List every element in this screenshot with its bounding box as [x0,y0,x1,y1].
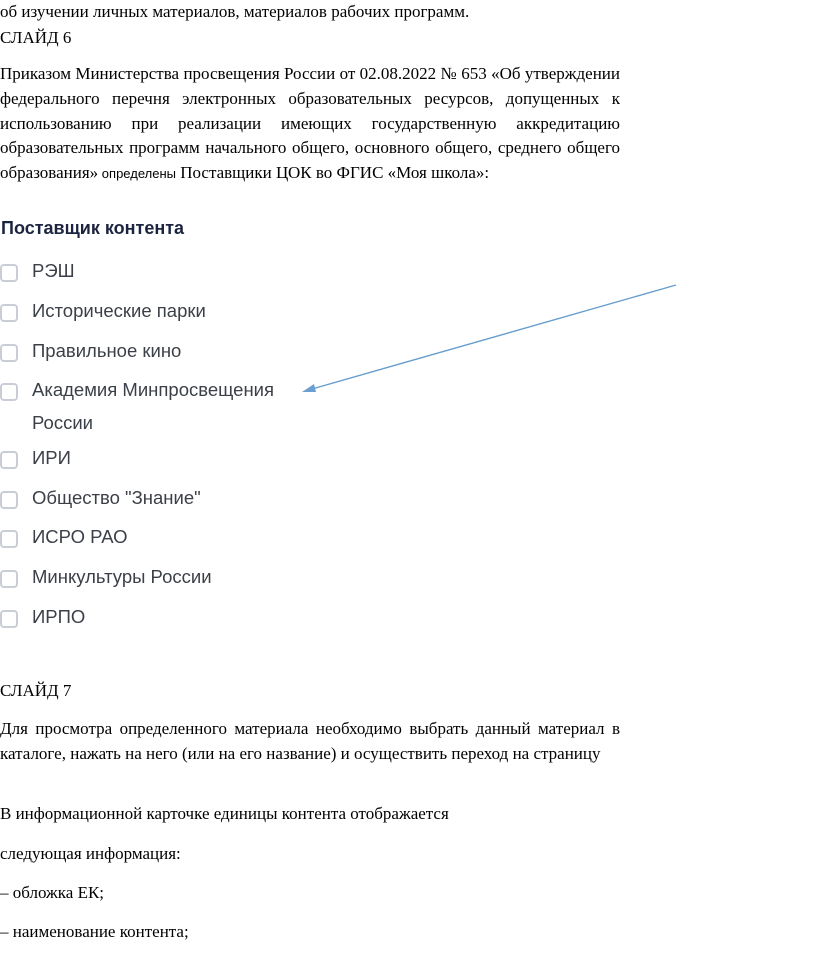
filter-item-academy-minprosvescheniya[interactable] [0,379,322,439]
filter-label: Минкультуры России [32,566,212,587]
filter-item-minkultury[interactable] [0,566,322,593]
checkbox[interactable] [0,570,18,588]
checkbox[interactable] [0,610,18,628]
checkbox[interactable] [0,304,18,322]
bullet-content-name: – наименование контента; [0,922,189,941]
filter-label: ИСРО РАО [32,526,128,547]
filter-item-obshchestvo-znanie[interactable] [0,487,322,514]
filter-label: РЭШ [32,260,75,281]
checkbox[interactable] [0,383,18,401]
checkbox[interactable] [0,491,18,509]
slide6-heading: СЛАЙД 6 [0,28,72,47]
filter-label: Академия Минпросвещения России [32,379,275,433]
text-line-top: об изучении личных материалов, материалов рабочих программ. [0,2,470,21]
filter-item-irpo[interactable] [0,606,322,633]
slide6-paragraph [0,62,620,187]
filter-label: ИРПО [32,606,86,627]
checkbox[interactable] [0,451,18,469]
filter-label: Исторические парки [32,300,206,321]
slide7-heading: СЛАЙД 7 [0,681,72,700]
filter-title: Поставщик контента [1,218,185,238]
checkbox[interactable] [0,344,18,362]
info-line-1: В информационной карточке единицы контента отображается [0,804,449,823]
info-line-2: следующая информация: [0,844,181,863]
bullet-cover: – обложка ЕК; [0,883,105,902]
checkbox[interactable] [0,264,18,282]
filter-item-iri[interactable] [0,447,322,474]
filter-item-historical-parks[interactable] [0,300,322,327]
checkbox[interactable] [0,530,18,548]
filter-item-pravilnoe-kino[interactable] [0,340,322,367]
slide6-paragraph-tail: Поставщики ЦОК во ФГИС «Моя школа»: [175,163,490,183]
filter-label: ИРИ [32,447,71,468]
slide6-paragraph-main: Приказом Министерства просвещения России от 02.08.2022 № 653 «Об утверждении федерального перечня электронных образовательных ресурсов, допущенных к использованию при реализации имеющих государственную аккредитацию образовательных программ начального общего, основного общего, среднего общего образования» [0,64,620,183]
filter-item-resh[interactable] [0,260,322,287]
filter-label: Общество "Знание" [32,487,201,508]
content-provider-filter [0,214,700,634]
filter-label: Правильное кино [32,340,182,361]
slide7-paragraph: Для просмотра определенного материала необходимо выбрать данный материал в каталоге, нажать на него (или на его название) и осуществить переход на страницу [0,719,620,763]
slide6-paragraph-small: определены [98,166,176,182]
filter-item-isro-rao[interactable] [0,526,322,553]
